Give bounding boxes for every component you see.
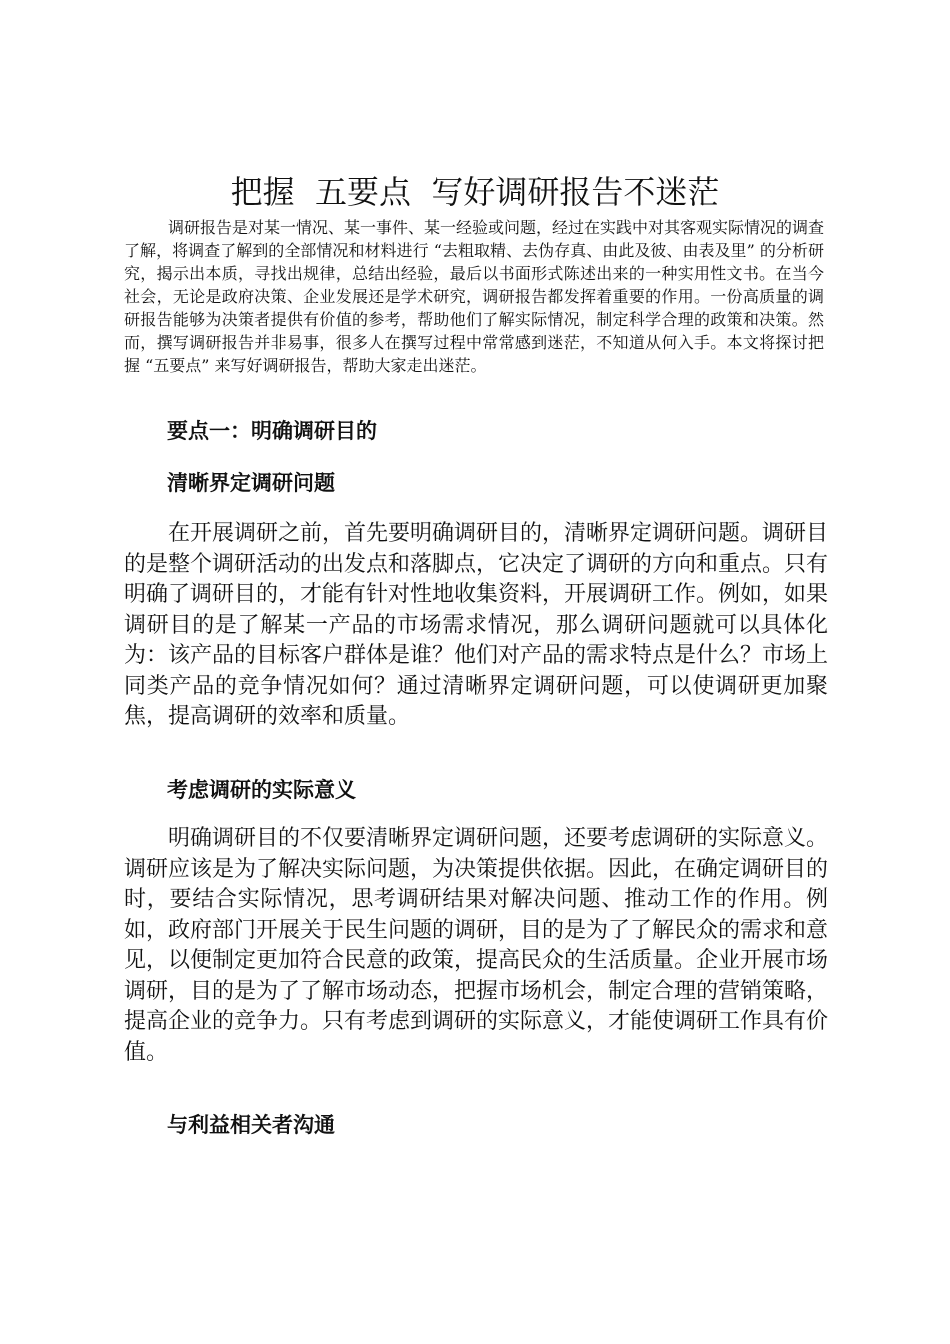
document-title: 把握 五要点 写好调研报告不迷茫	[230, 173, 720, 211]
paragraph-practical-significance: 明确调研目的不仅要清晰界定调研问题，还要考虑调研的实际意义。调研应该是为了解决实际问题，为决策提供依据。因此，在确定调研目的时，要结合实际情况，思考调研结果对解决问题、推动工作的作用。例如，政府部门开展关于民生问题的调研，目的是为了了解民众的需求和意见，以便制定更加符合民意的政策，提高民众的生活质量。企业开展市场调研，目的是为了了解市场动态，把握市场机会，制定合理的营销策略，提高企业的竞争力。只有考虑到调研的实际意义，才能使调研工作具有价值。	[124, 826, 829, 1065]
subheading-define-problem: 清晰界定调研问题	[167, 471, 335, 495]
section-heading-point-one: 要点一：明确调研目的	[167, 419, 377, 443]
subheading-practical-significance: 考虑调研的实际意义	[167, 778, 356, 802]
paragraph-define-problem: 在开展调研之前，首先要明确调研目的，清晰界定调研问题。调研目的是整个调研活动的出发点和落脚点，它决定了调研的方向和重点。只有明确了调研目的，才能有针对性地收集资料，开展调研工作。例如，如果调研目的是了解某一产品的市场需求情况，那么调研问题就可以具体化为：该产品的目标客户群体是谁？他们对产品的需求特点是什么？市场上同类产品的竞争情况如何？通过清晰界定调研问题，可以使调研更加聚焦，提高调研的效率和质量。	[124, 521, 829, 729]
subheading-stakeholder-communication: 与利益相关者沟通	[167, 1113, 335, 1137]
intro-paragraph: 调研报告是对某一情况、某一事件、某一经验或问题，经过在实践中对其客观实际情况的调查了解，将调查了解到的全部情况和材料进行 “去粗取精、去伪存真、由此及彼、由表及里” 的分析研究，揭示出本质，寻找出规律，总结出经验，最后以书面形式陈述出来的一种实用性文书。在当今社会，无论是政府决策、企业发展还是学术研究，调研报告都发挥着重要的作用。一份高质量的调研报告能够为决策者提供有价值的参考，帮助他们了解实际情况，制定科学合理的政策和决策。然而，撰写调研报告并非易事，很多人在撰写过程中常常感到迷茫，不知道从何入手。本文将探讨把握 “五要点” 来写好调研报告，帮助大家走出迷茫。	[124, 218, 825, 375]
